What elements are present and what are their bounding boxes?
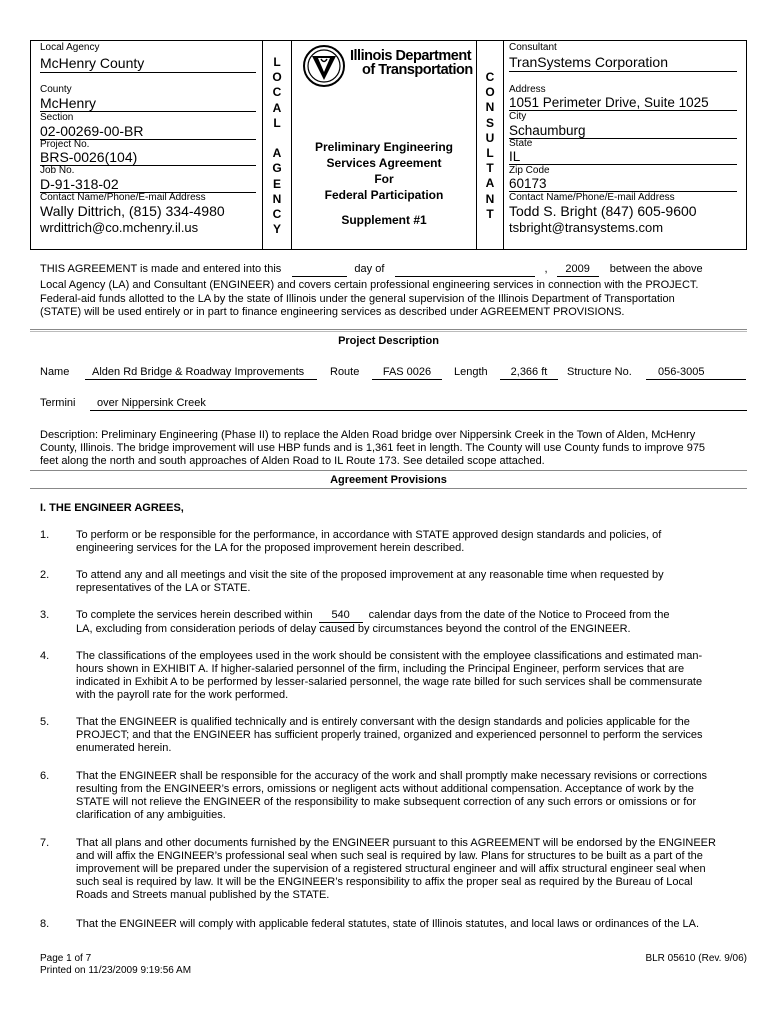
provision-number: 1. [40, 529, 50, 541]
consultant-vertical-letter: T [486, 161, 494, 176]
agency-contact-label: Contact Name/Phone/E-mail Address [40, 192, 206, 203]
provision-number: 3. [40, 609, 50, 621]
provision-number: 6. [40, 770, 50, 782]
local-agency-vertical-label [270, 55, 284, 237]
provision-line: and will affix the ENGINEER’s professional seal when such seal is required by law. Plans for structures to be built as a part of the [76, 850, 703, 862]
consultant-vertical-letter: U [485, 130, 495, 145]
idot-logo-icon [302, 44, 346, 88]
provision-line: PROJECT; and that the ENGINEER has sufficient properly trained, organized and experienced personnel to perform the services [76, 729, 703, 741]
provision-text [76, 770, 742, 822]
agreement-line1-b: day of [354, 263, 385, 275]
provision-text [76, 837, 742, 902]
zip-label: Zip Code [509, 165, 550, 176]
local-agency-label: Local Agency [40, 42, 100, 53]
provision-text [76, 609, 742, 636]
provision-line: That the ENGINEER will comply with applicable federal statutes, state of Illinois statutes, and local laws or ordinances of the LA. [76, 918, 700, 930]
project-no-value[interactable]: BRS-0026(104) [40, 150, 256, 166]
project-name-field[interactable]: Alden Rd Bridge & Roadway Improvements [85, 366, 317, 380]
provision-text [76, 716, 742, 755]
address-label: Address [509, 84, 546, 95]
provision-line: with the payroll rate for the work performed. [76, 689, 289, 701]
divider-right-inner [476, 40, 477, 250]
provision-line: such seal is required by law. It will be the ENGINEER’s responsibility to affix the proper seal as required by the Bureau of Local [76, 876, 693, 888]
title-line1: Preliminary Engineering [314, 140, 454, 154]
state-value[interactable]: IL [509, 150, 737, 165]
structure-label: Structure No. [567, 366, 632, 378]
provision-line: resulting from the ENGINEER’s errors, omissions or negligent acts without additional compensation. Acceptance of work by the [76, 783, 694, 795]
local-agency-vertical-letter: O [272, 70, 282, 85]
provision-text [76, 918, 742, 931]
provisions-rule-bottom [30, 488, 747, 489]
termini-label: Termini [40, 397, 76, 409]
agreement-line1 [40, 263, 703, 277]
local-agency-vertical-letter: L [273, 55, 281, 69]
consultant-vertical-letter: T [486, 206, 494, 221]
city-label: City [509, 111, 527, 122]
description-line3: feet along the north and south approaches of Alden Road to IL Route 173. See detailed scope attached. [40, 455, 545, 467]
provision-line: enumerated herein. [76, 742, 172, 754]
calendar-days-field[interactable]: 540 [319, 609, 363, 623]
local-agency-vertical-letter: C [272, 207, 282, 222]
county-value[interactable]: McHenry [40, 96, 256, 112]
agreement-line3: Federal-aid funds allotted to the LA by the state of Illinois under the general supervision of the Illinois Department of Transportation [40, 293, 675, 305]
job-no-label: Job No. [40, 165, 75, 176]
provision-line: That the ENGINEER is qualified technically and is entirely conversant with the design standards and policies applicable for the [76, 716, 690, 728]
agency-contact-email[interactable]: wrdittrich@co.mchenry.il.us [40, 220, 199, 235]
consultant-label: Consultant [509, 42, 557, 53]
provision-line: The classifications of the employees used in the work should be consistent with the employee classifications and estimated man- [76, 650, 703, 662]
agreement-line1-c: between the above [609, 263, 703, 275]
provision-number: 5. [40, 716, 50, 728]
section-rule-top-2 [30, 331, 747, 332]
local-agency-vertical-letter: Y [272, 222, 281, 237]
engineer-agrees-heading: I. THE ENGINEER AGREES, [40, 502, 184, 514]
consultant-vertical-letter: N [485, 100, 495, 115]
provision-number: 7. [40, 837, 50, 849]
form-number: BLR 05610 (Rev. 9/06) [645, 953, 747, 964]
structure-field[interactable]: 056-3005 [646, 366, 746, 380]
local-agency-vertical-letter: A [272, 146, 282, 161]
length-label: Length [454, 366, 488, 378]
consultant-contact-name[interactable]: Todd S. Bright (847) 605-9600 [509, 203, 697, 219]
provision-line: STATE will not relieve the ENGINEER of the responsibility to make subsequent correction of any such errors or omissions or for [76, 796, 697, 808]
page-number: Page 1 of 7 [40, 953, 92, 964]
consultant-contact-email[interactable]: tsbright@transystems.com [509, 220, 664, 235]
project-no-label: Project No. [40, 139, 90, 150]
provision-line: clarification of any ambiguities. [76, 809, 226, 821]
provision-line: engineering services for the LA for the proposed improvement herein described. [76, 542, 465, 554]
section-value[interactable]: 02-00269-00-BR [40, 124, 256, 140]
agreement-comma: , [544, 263, 548, 275]
local-agency-vertical-letter: L [273, 115, 281, 130]
provisions-rule-top [30, 470, 747, 471]
agreement-month-field[interactable] [395, 263, 535, 277]
provision-line: calendar days from the date of the Notice to Proceed from the [368, 609, 670, 621]
provision-line: To attend any and all meetings and visit the site of the proposed improvement at any reasonable time when requested by [76, 569, 664, 581]
agreement-provisions-heading: Agreement Provisions [330, 474, 447, 486]
provision-line: That the ENGINEER shall be responsible for the accuracy of the work and shall promptly make necessary revisions or corrections [76, 770, 707, 782]
supplement-label: Supplement #1 [341, 213, 427, 227]
description-line1: Description: Preliminary Engineering (Phase II) to replace the Alden Road bridge over Nippersink Creek in the Town of Alden, McHenry [40, 429, 696, 441]
route-field[interactable]: FAS 0026 [372, 366, 442, 380]
provision-line: indicated in Exhibit A to be performed by lesser-salaried personnel, the wage rate billed for such services shall be commensurate [76, 676, 703, 688]
title-line4: Federal Participation [324, 188, 444, 202]
county-label: County [40, 84, 72, 95]
idot-name-line2: of Transportation [362, 62, 473, 78]
agreement-line1-a: THIS AGREEMENT is made and entered into this [40, 263, 282, 275]
provision-line: To complete the services herein described within [76, 609, 313, 621]
route-label: Route [330, 366, 360, 378]
provision-text [76, 650, 742, 702]
local-agency-vertical-letter: C [272, 85, 282, 100]
project-name-label: Name [40, 366, 70, 378]
idot-name-line1: Illinois Department [350, 48, 472, 64]
local-agency-vertical-letter [270, 131, 284, 146]
consultant-vertical-letter: O [485, 85, 495, 100]
consultant-contact-label: Contact Name/Phone/E-mail Address [509, 192, 675, 203]
consultant-vertical-letter: S [485, 115, 494, 130]
section-label: Section [40, 112, 74, 123]
provision-line: representatives of the LA or STATE. [76, 582, 251, 594]
provision-line: improvement will be prepared under the supervision of a registered structural engineer and will affix structural engineer seal when [76, 863, 706, 875]
consultant-value[interactable]: TranSystems Corporation [509, 54, 737, 72]
agreement-line2: Local Agency (LA) and Consultant (ENGINEER) and covers certain professional engineering services in connection with the PROJECT. [40, 279, 699, 291]
state-label: State [509, 138, 533, 149]
divider-left [262, 40, 263, 250]
local-agency-vertical-letter: G [272, 161, 282, 176]
length-field[interactable]: 2,366 ft [500, 366, 558, 380]
provision-number: 8. [40, 918, 50, 930]
job-no-value[interactable]: D-91-318-02 [40, 177, 256, 193]
consultant-vertical-letter: N [485, 191, 495, 206]
agreement-year-field[interactable]: 2009 [557, 263, 599, 277]
local-agency-value[interactable]: McHenry County [40, 55, 256, 73]
provision-line: Roads and Streets manual published by the STATE. [76, 889, 330, 901]
city-value[interactable]: Schaumburg [509, 124, 737, 139]
agreement-day-field[interactable] [292, 263, 347, 277]
title-line3: For [374, 172, 394, 186]
project-description-heading: Project Description [338, 335, 439, 347]
section-rule-top [30, 329, 747, 330]
agreement-title [292, 139, 476, 203]
termini-field[interactable]: over Nippersink Creek [90, 397, 747, 411]
consultant-vertical-letter: A [485, 176, 495, 191]
description-line2: County, Illinois. The bridge improvement will use HBP funds and is 1,361 feet in length. The County will use County funds to improve 975 [40, 442, 706, 454]
provision-text [76, 569, 742, 595]
consultant-vertical-label [483, 70, 497, 222]
provision-line: That all plans and other documents furnished by the ENGINEER pursuant to this AGREEMENT will be endorsed by the ENGINEER [76, 837, 716, 849]
consultant-vertical-letter: C [485, 70, 495, 84]
provision-number: 2. [40, 569, 50, 581]
address-value[interactable]: 1051 Perimeter Drive, Suite 1025 [509, 96, 737, 111]
provision-line: hours shown in EXHIBIT A. If higher-salaried personnel of the firm, including the Principal Engineer, perform services that are [76, 663, 685, 675]
agreement-line4: (STATE) will be used entirely or in part to finance engineering services as described under AGREEMENT PROVISIONS. [40, 306, 625, 318]
printed-on: Printed on 11/23/2009 9:19:56 AM [40, 965, 192, 976]
provision-line: LA, excluding from consideration periods of delay caused by circumstances beyond the control of the ENGINEER. [76, 623, 631, 635]
provision-number: 4. [40, 650, 50, 662]
divider-right [503, 40, 504, 250]
zip-value[interactable]: 60173 [509, 177, 737, 192]
local-agency-vertical-letter: N [272, 191, 282, 206]
consultant-vertical-letter: L [486, 146, 494, 161]
provision-line: To perform or be responsible for the performance, in accordance with STATE approved design standards and policies, of [76, 529, 662, 541]
local-agency-vertical-letter: E [272, 176, 281, 191]
provision-text [76, 529, 742, 555]
local-agency-vertical-letter: A [272, 100, 282, 115]
title-line2: Services Agreement [326, 156, 442, 170]
agency-contact-name[interactable]: Wally Dittrich, (815) 334-4980 [40, 203, 225, 219]
